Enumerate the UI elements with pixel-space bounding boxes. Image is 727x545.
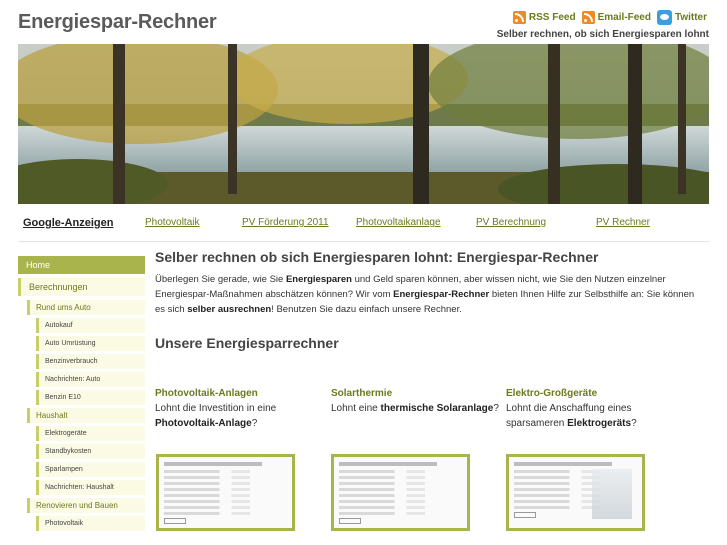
top-navigation <box>18 212 709 242</box>
sidebar-item-standbykosten[interactable]: Standbykosten <box>36 444 145 459</box>
nav-pv-rechner[interactable]: PV Rechner <box>596 217 650 228</box>
calculator-elektro <box>506 388 676 431</box>
rss-icon <box>582 11 595 24</box>
intro-text: Überlegen Sie gerade, wie Sie Energiesparen und Geld sparen können, aber wissen nicht, wie Sie den Nutzen einzelner Energiespar-Maßnahmen abschätzen können? Wir vom Energiespar-Rechner bieten Ihnen Hilfe zur Selbsthilfe an: Sie können es sich selber ausrechnen! Benutzen Sie dazu einfach unsere Rechner. <box>155 274 695 315</box>
sidebar-item-photovoltaik[interactable]: Photovoltaik <box>36 516 145 531</box>
calculator-description: Lohnt die Investition in eine Photovoltaik-Anlage? <box>155 403 277 429</box>
sidebar-item-benzinverbrauch[interactable]: Benzinverbrauch <box>36 354 145 369</box>
tagline: Selber rechnen, ob sich Energiesparen lohnt <box>496 29 709 40</box>
feed-links <box>513 10 707 25</box>
calculator-title[interactable]: Photovoltaik-Anlagen <box>155 388 258 399</box>
sidebar <box>18 256 145 534</box>
twitter-icon <box>657 10 672 25</box>
rss-feed-link[interactable]: RSS Feed <box>513 11 576 24</box>
nav-photovoltaikanlage[interactable]: Photovoltaikanlage <box>356 217 441 228</box>
nav-pv-foerderung[interactable]: PV Förderung 2011 <box>242 217 329 228</box>
calculator-description: Lohnt eine thermische Solaranlage? <box>331 403 499 414</box>
sidebar-item-renovieren-bauen[interactable]: Renovieren und Bauen <box>27 498 145 513</box>
sidebar-item-home[interactable]: Home <box>18 256 145 274</box>
sidebar-item-rund-ums-auto[interactable]: Rund ums Auto <box>27 300 145 315</box>
calculator-thumbnail-solarthermie[interactable] <box>331 454 470 531</box>
sidebar-item-autokauf[interactable]: Autokauf <box>36 318 145 333</box>
sidebar-item-elektrogeraete[interactable]: Elektrogeräte <box>36 426 145 441</box>
sidebar-item-sparlampen[interactable]: Sparlampen <box>36 462 145 477</box>
calculator-title[interactable]: Solarthermie <box>331 388 393 399</box>
header-banner-image <box>18 44 709 204</box>
header <box>0 0 727 44</box>
calculator-description: Lohnt die Anschaffung eines sparsameren Elektrogeräts? <box>506 403 637 429</box>
nav-photovoltaik[interactable]: Photovoltaik <box>145 217 200 228</box>
nav-pv-berechnung[interactable]: PV Berechnung <box>476 217 547 228</box>
calculator-photovoltaik <box>155 388 325 431</box>
section-heading: Unsere Energiesparrechner <box>155 335 339 351</box>
calculator-thumbnail-photovoltaik[interactable] <box>156 454 295 531</box>
site-title[interactable]: Energiespar-Rechner <box>18 11 217 33</box>
rss-icon <box>513 11 526 24</box>
sidebar-item-benzin-e10[interactable]: Benzin E10 <box>36 390 145 405</box>
sidebar-item-nachrichten-haushalt[interactable]: Nachrichten: Haushalt <box>36 480 145 495</box>
twitter-link[interactable]: Twitter <box>657 10 707 25</box>
sidebar-item-auto-umruestung[interactable]: Auto Umrüstung <box>36 336 145 351</box>
sidebar-item-haushalt[interactable]: Haushalt <box>27 408 145 423</box>
email-feed-link[interactable]: Email-Feed <box>582 11 651 24</box>
page-title: Selber rechnen ob sich Energiesparen lohnt: Energiespar-Rechner <box>155 249 599 265</box>
nav-google-anzeigen[interactable]: Google-Anzeigen <box>23 217 114 229</box>
calculator-solarthermie <box>331 388 501 416</box>
calculator-title[interactable]: Elektro-Großgeräte <box>506 388 598 399</box>
main-content <box>155 249 709 351</box>
calculator-thumbnail-elektro[interactable] <box>506 454 645 531</box>
sidebar-item-nachrichten-auto[interactable]: Nachrichten: Auto <box>36 372 145 387</box>
sidebar-item-berechnungen[interactable]: Berechnungen <box>18 278 145 296</box>
